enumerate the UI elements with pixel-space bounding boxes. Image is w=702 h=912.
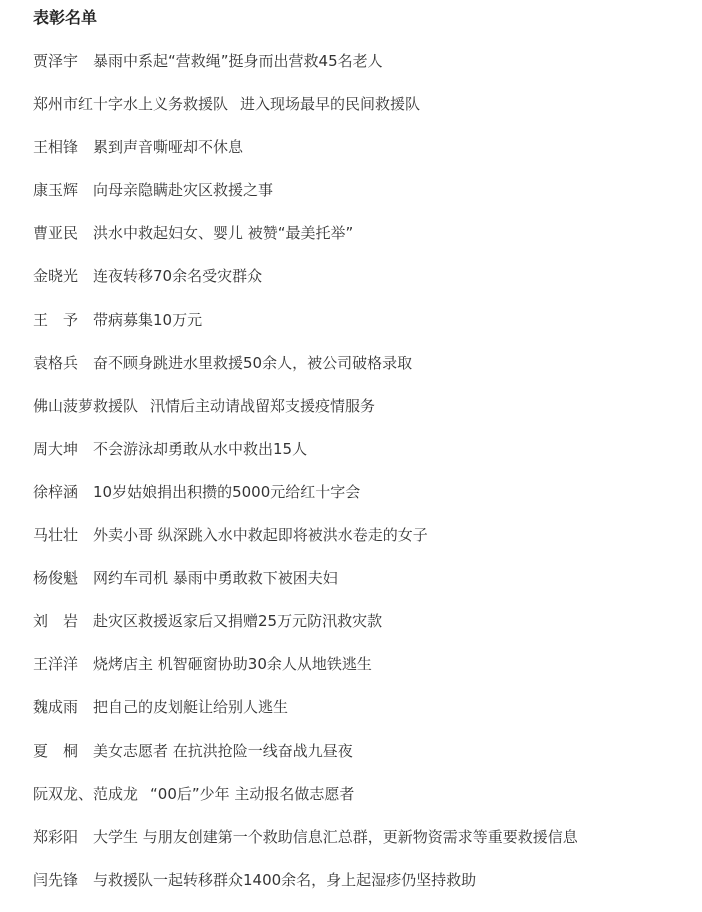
- list-item: [33, 696, 693, 739]
- list-item: [33, 610, 693, 653]
- list-item: [33, 309, 693, 352]
- honoree-name: 王洋洋: [33, 655, 79, 674]
- page-title: 表彰名单: [33, 8, 98, 27]
- list-item: [33, 869, 693, 912]
- honoree-name: 马壮壮: [33, 526, 79, 545]
- honoree-deed: 大学生 与朋友创建第一个救助信息汇总群，更新物资需求等重要救援信息: [93, 827, 578, 846]
- honoree-deed: 奋不顾身跳进水里救援50余人，被公司破格录取: [93, 353, 413, 372]
- honoree-name: 贾泽宇: [33, 52, 79, 70]
- honoree-name: 郑州市红十字水上义务救援队: [33, 95, 229, 114]
- honoree-deed: 向母亲隐瞒赴灾区救援之事: [93, 181, 274, 200]
- honoree-deed: 洪水中救起妇女、婴儿 被赞“最美托举”: [93, 224, 354, 243]
- list-item: [33, 438, 693, 481]
- honoree-name: 刘 岩: [33, 612, 79, 631]
- list-item: [33, 265, 693, 308]
- honoree-deed: 进入现场最早的民间救援队: [240, 95, 421, 114]
- honoree-deed: 与救援队一起转移群众1400余名，身上起湿疹仍坚持救助: [93, 870, 477, 889]
- list-item: [33, 653, 693, 696]
- honoree-deed: 暴雨中系起“营救绳”挺身而出营救45名老人: [93, 52, 383, 70]
- honoree-deed: 连夜转移70余名受灾群众: [93, 267, 263, 286]
- list-item: [33, 524, 693, 567]
- honoree-name: 王相锋: [33, 138, 79, 157]
- list-item: [33, 222, 693, 265]
- honoree-name: 金晓光: [33, 267, 79, 286]
- honoree-deed: 赴灾区救援返家后又捐赠25万元防汛救灾款: [93, 612, 383, 631]
- honoree-deed: 不会游泳却勇敢从水中救出15人: [93, 439, 308, 458]
- honoree-name: 夏 桐: [33, 741, 79, 760]
- honoree-name: 袁格兵: [33, 353, 79, 372]
- honoree-deed: 把自己的皮划艇让给别人逃生: [93, 698, 289, 717]
- honoree-deed: 带病募集10万元: [93, 310, 203, 329]
- list-item: [33, 740, 693, 783]
- honoree-deed: 外卖小哥 纵深跳入水中救起即将被洪水卷走的女子: [93, 526, 428, 545]
- list-item: [33, 826, 693, 869]
- honoree-name: 魏成雨: [33, 698, 79, 717]
- honoree-name: 曹亚民: [33, 224, 79, 243]
- honoree-name: 周大坤: [33, 439, 79, 458]
- list-item: [33, 783, 693, 826]
- list-item: [33, 50, 693, 93]
- honoree-deed: 网约车司机 暴雨中勇敢救下被困夫妇: [93, 569, 338, 588]
- honoree-name: 阮双龙、范成龙: [33, 784, 139, 803]
- honoree-deed: 汛情后主动请战留郑支援疫情服务: [150, 396, 376, 415]
- list-item: [33, 567, 693, 610]
- honoree-deed: 美女志愿者 在抗洪抢险一线奋战九昼夜: [93, 741, 353, 760]
- honoree-name: 佛山菠萝救援队: [33, 396, 139, 415]
- honoree-deed: 10岁姑娘捐出积攒的5000元给红十字会: [93, 482, 361, 501]
- honoree-deed: “00后”少年 主动报名做志愿者: [150, 784, 355, 803]
- honoree-name: 郑彩阳: [33, 827, 79, 846]
- honoree-name: 王 予: [33, 310, 79, 329]
- honoree-deed: 烧烤店主 机智砸窗协助30余人从地铁逃生: [93, 655, 372, 674]
- honoree-name: 闫先锋: [33, 870, 79, 889]
- list-item: [33, 395, 693, 438]
- honoree-name: 徐梓涵: [33, 482, 79, 501]
- list-item: [33, 136, 693, 179]
- list-item: [33, 179, 693, 222]
- honoree-deed: 累到声音嘶哑却不休息: [93, 138, 244, 157]
- honoree-name: 康玉辉: [33, 181, 79, 200]
- honoree-name: 杨俊魁: [33, 569, 79, 588]
- list-item: [33, 481, 693, 524]
- honor-list: [33, 50, 693, 912]
- list-item: [33, 93, 693, 136]
- list-item: [33, 352, 693, 395]
